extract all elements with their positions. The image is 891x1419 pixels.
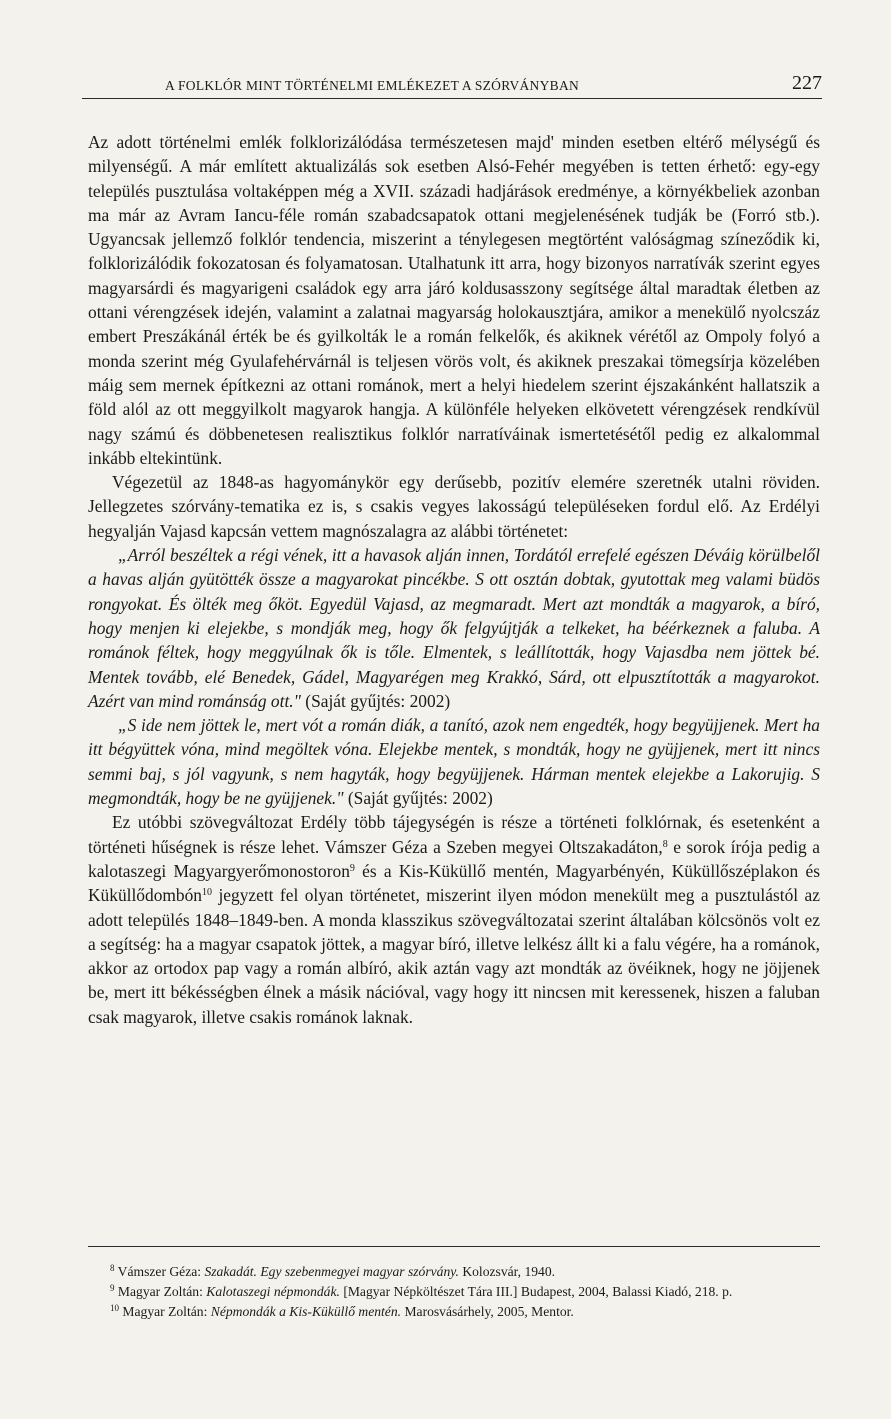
quote-2 [88,713,820,810]
page-number: 227 [792,72,822,94]
quote-1 [88,543,820,713]
footnotes [88,1262,820,1322]
body-text [88,130,820,1029]
footnote-9: $^9$ Magyar Zoltán: Kalotaszegi népmondák. [Magyar Népköltészet Tára III.] Budapest, 2004, Balassi Kiadó, 218. p. [110,1283,733,1299]
footnote-8: $^8$ Vámszer Géza: Szakadát. Egy szebenmegyei magyar szórvány. Kolozsvár, 1940. [110,1263,556,1279]
quote-1-text: „Arról beszéltek a régi vének, itt a havasok alján innen, Tordától errefelé egészen Déváig körülbelől a havas alján gyütötték össze a magyarokat pincékbe. S ott osztán dobtak, gyutottak meg valami büdös rongyokat. És ölték meg őköt. Egyedül Vajasd, az megmaradt. Mert azt mondták a magyarok, a bíró, hogy menjen ki elejekbe, s mondják meg, hogy ők felgyújtják a telkeket, ha béérkeznek a faluba. A románok féltek, hogy meggyúlnak ők is tőle. Elmentek, s leállították, hogy Vajasdba nem jöttek bé. Mentek tovább, elé Benedek, Gádel, Magyarégen meg Krakkó, Sárd, ott elpusztították a magyarokot. Azért van mind románság ott." [88,545,820,711]
quote-1-source: (Saját gyűjtés: 2002) [300,690,451,711]
quote-2-text: „S ide nem jöttek le, mert vót a román diák, a tanító, azok nem engedték, hogy begyüjjenek. Mert ha itt bégyüttek vóna, mind megöltek vóna. Elejekbe mentek, s mondták, hogy ne gyüjjenek, mert itt nincs semmi baj, s jól vagyunk, s nem hagyták, hogy begyüjjenek. Hárman mentek elejekbe a Lakorujig. S megmondták, hogy be ne gyüjjenek." [88,715,820,809]
footnote-10: $^{10}$ Magyar Zoltán: Népmondák a Kis-Küküllő mentén. Marosvásárhely, 2005, Mentor. [110,1303,574,1319]
footnote-divider [88,1246,820,1247]
paragraph-1: Az adott történelmi emlék folklorizálódása természetesen majd' minden esetben eltérő mélységű és milyenségű. A már említett aktualizálás sok esetben Alsó-Fehér megyében is tetten érhető: egy-egy település pusztulása voltaképpen még a XVII. századi hadjárások eredménye, a környékbeliek azonban ma már az Avram Iancu-féle román szabadcsapatok ottani megjelenésének tudják be (Forró stb.). Ugyancsak jellemző folklór tendencia, miszerint a ténylegesen megtörtént valóságmag színeződik ki, folklorizálódik fokozatosan és folyamatosan. Utalhatunk itt arra, hogy bizonyos narratívák szerint egyes magyarsárdi és magyarigeni családok egy arra járó koldusasszony segítsége által maradtak életben az ottani vérengzések idején, valamint a zalatnai magyarság holokausztjára, amikor a menekülő nyolcszáz embert Preszákánál érték be és gyilkolták le a román felkelők, és akiknek vérétől az Ompoly folyó a monda szerint még Gyulafehérvárnál is teljesen vörös volt, és akiknek preszakai tömegsírja közelében máig sem mernek építkezni az ottani románok, mert a helyi hiedelem szerint éjszakánként hallatszik a föld alól az ott meggyilkolt magyarok hangja. A különféle helyeken elkövetett vérengzések rendkívül nagy számú és döbbenetesen realisztikus folklór narratíváinak ismertetésétől pedig ez alkalommal inkább eltekintünk. [88,132,820,468]
page-header [82,70,822,99]
quote-2-source: (Saját gyűjtés: 2002) [343,788,493,809]
footnote-ref-10[interactable]: 10 [202,887,213,899]
paragraph-2: Végezetül az 1848-as hagyománykör egy derűsebb, pozitív elemére szeretnék utalni röviden. Jellegzetes szórvány-tematika ez is, s csakis vegyes lakosságú településeken fordul elő. Az Erdélyi hegyalján Vajasd kapcsán vettem magnószalagra az alábbi történetet: [88,472,820,541]
footnote-ref-8[interactable]: 8 [662,838,668,850]
footnote-ref-9[interactable]: 9 [349,862,355,874]
paragraph-3: Ez utóbbi szövegváltozat Erdély több tájegységén is része a történeti folklórnak, és esetenként a történeti hűségnek is része lehet. Vámszer Géza a Szeben megyei Oltszakadáton,$^8$ e sorok írója pedig a kalotaszegi Magyargyerőmonostoron$^9$ és a Kis-Küküllő mentén, Magyarbényén, Küküllőszéplakon és Küküllődombón$^{10}$ jegyzett fel olyan történetet, miszerint ilyen módon menekült meg a pusztulástól az adott település 1848–1849-ben. A monda klasszikus szövegváltozatai szerint általában kölcsönös volt ez a segítség: ha a magyar csapatok jöttek, a magyar bíró, illetve lelkész állt ki a falu végére, ha a románok, akkor az ortodox pap vagy a román albíró, akik aztán vagy azt mondták az övéiknek, hogy ne jöjjenek be, mert itt békésségben élnek a másik nációval, vagy hogy itt nincsen mit keressenek, hiszen a faluban csak magyarok, illetve csakis románok laknak. [88,812,820,1027]
running-title: A FOLKLÓR MINT TÖRTÉNELMI EMLÉKEZET A SZÓRVÁNYBAN [165,78,580,93]
